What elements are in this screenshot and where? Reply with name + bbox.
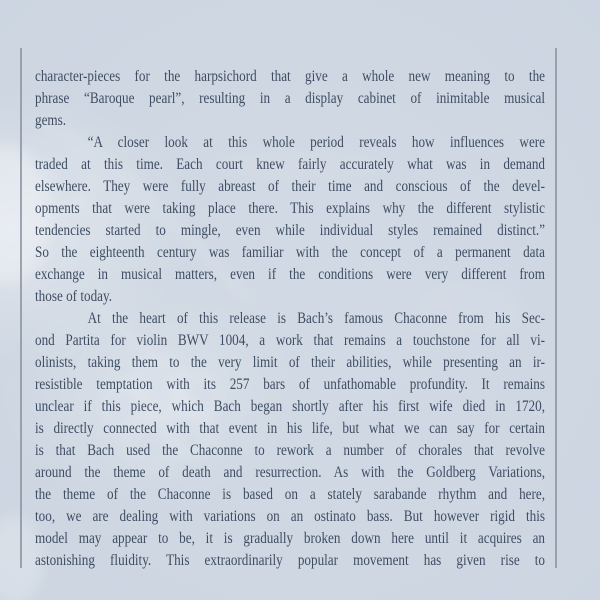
text-line: is directly connected with that event in his life, but what we can say for certain	[35, 420, 546, 437]
page-right-rule	[555, 48, 557, 568]
text-line: “A closer look at this whole period reveals how influences were	[87, 134, 546, 151]
text-line: ond Partita for violin BWV 1004, a work that remains a touchstone for all vi-	[35, 332, 546, 349]
text-line: too, we are dealing with variations on an ostinato bass. But however rigid this	[35, 508, 546, 525]
text-line: exchange in musical matters, even if the conditions were very different from	[35, 266, 546, 283]
text-line: unclear if this piece, which Bach began shortly after his first wife died in 1720,	[35, 398, 546, 415]
text-line: traded at this time. Each court knew fairly accurately what was in demand	[35, 156, 546, 173]
text-line: is that Bach used the Chaconne to rework a number of chorales that revolve	[35, 442, 546, 459]
text-line: opments that were taking place there. This explains why the different stylistic	[35, 200, 546, 217]
text-line: astonishing fluidity. This extraordinarily popular movement has given rise to	[35, 552, 546, 569]
liner-notes-text	[35, 66, 545, 572]
text-line: elsewhere. They were fully abreast of their time and conscious of the devel-	[35, 178, 546, 195]
text-line: olinists, taking them to the very limit of their abilities, while presenting an ir-	[35, 354, 546, 371]
text-line: the theme of the Chaconne is based on a stately sarabande rhythm and here,	[35, 486, 546, 503]
text-line: phrase “Baroque pearl”, resulting in a display cabinet of inimitable musical	[35, 90, 546, 107]
text-line: model may appear to be, it is gradually broken down here until it acquires an	[35, 530, 546, 547]
text-line: So the eighteenth century was familiar with the concept of a permanent data	[35, 244, 546, 261]
text-line: At the heart of this release is Bach’s famous Chaconne from his Sec-	[87, 310, 546, 327]
text-line: resistible temptation with its 257 bars of unfathomable profundity. It remains	[35, 376, 546, 393]
text-line: tendencies started to mingle, even while individual styles remained distinct.”	[35, 222, 546, 239]
page-left-rule	[20, 48, 22, 568]
text-line: around the theme of death and resurrection. As with the Goldberg Variations,	[35, 464, 546, 481]
text-line: those of today.	[35, 288, 113, 305]
text-line: gems.	[35, 112, 67, 129]
text-line: character-pieces for the harpsichord that give a whole new meaning to the	[35, 68, 546, 85]
